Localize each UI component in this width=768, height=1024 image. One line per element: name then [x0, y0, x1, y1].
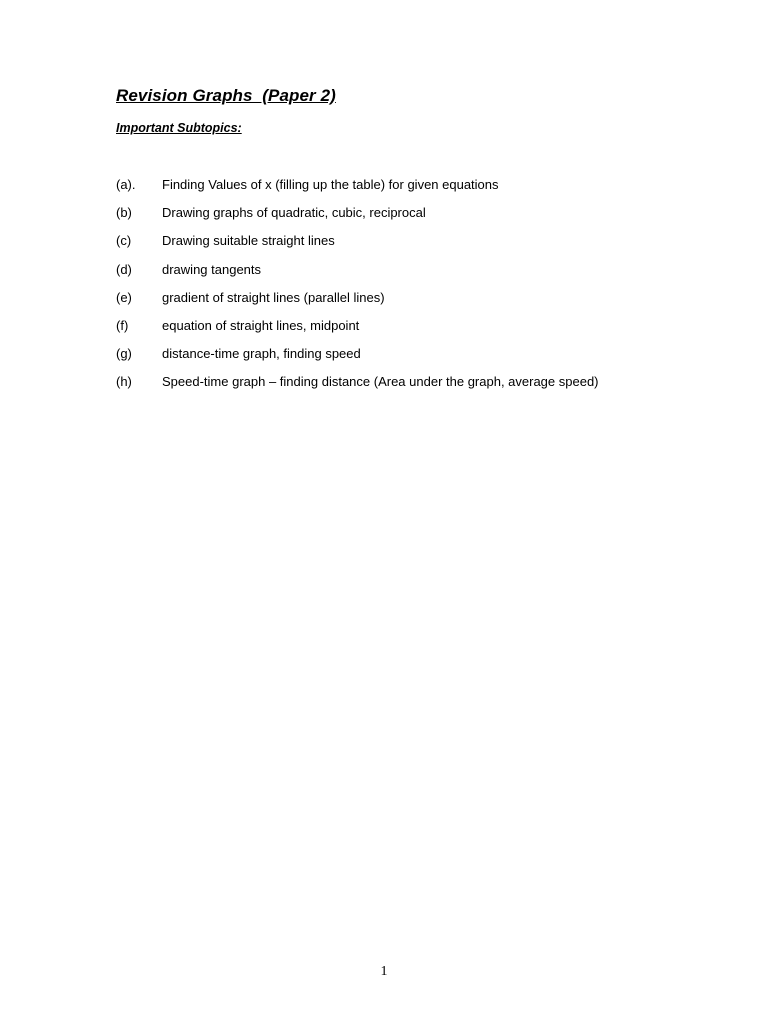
page-number: 1: [380, 964, 388, 979]
list-item: [116, 177, 716, 205]
list-item-text: equation of straight lines, midpoint: [162, 317, 360, 333]
list-item-label: (c): [116, 233, 132, 249]
list-item-text: drawing tangents: [162, 261, 262, 277]
list-item-text: Finding Values of x (filling up the table) for given equations: [162, 177, 499, 192]
list-item-label: (d): [116, 261, 132, 277]
list-item-label: (f): [116, 317, 129, 333]
list-item-label: (b): [116, 205, 132, 221]
list-item: [116, 205, 716, 233]
list-item: [116, 346, 716, 374]
document-title: Revision Graphs (Paper 2): [116, 86, 336, 105]
list-item-label: (g): [116, 346, 132, 362]
list-item: [116, 290, 716, 318]
list-item-label: (a).: [116, 177, 136, 192]
list-item-text: Drawing suitable straight lines: [162, 233, 335, 249]
list-item-text: Speed-time graph – finding distance (Area under the graph, average speed): [162, 374, 599, 390]
list-item-label: (h): [116, 374, 132, 390]
list-item-label: (e): [116, 289, 132, 305]
list-item: [116, 318, 716, 346]
list-item: [116, 233, 716, 261]
subtopic-list: [116, 177, 716, 403]
list-item-text: Drawing graphs of quadratic, cubic, reciprocal: [162, 205, 426, 221]
list-item-text: distance-time graph, finding speed: [162, 346, 361, 362]
list-item-text: gradient of straight lines (parallel lines): [162, 289, 385, 305]
list-item: [116, 374, 716, 402]
list-item: [116, 262, 716, 290]
document-subtitle: Important Subtopics:: [116, 121, 242, 135]
